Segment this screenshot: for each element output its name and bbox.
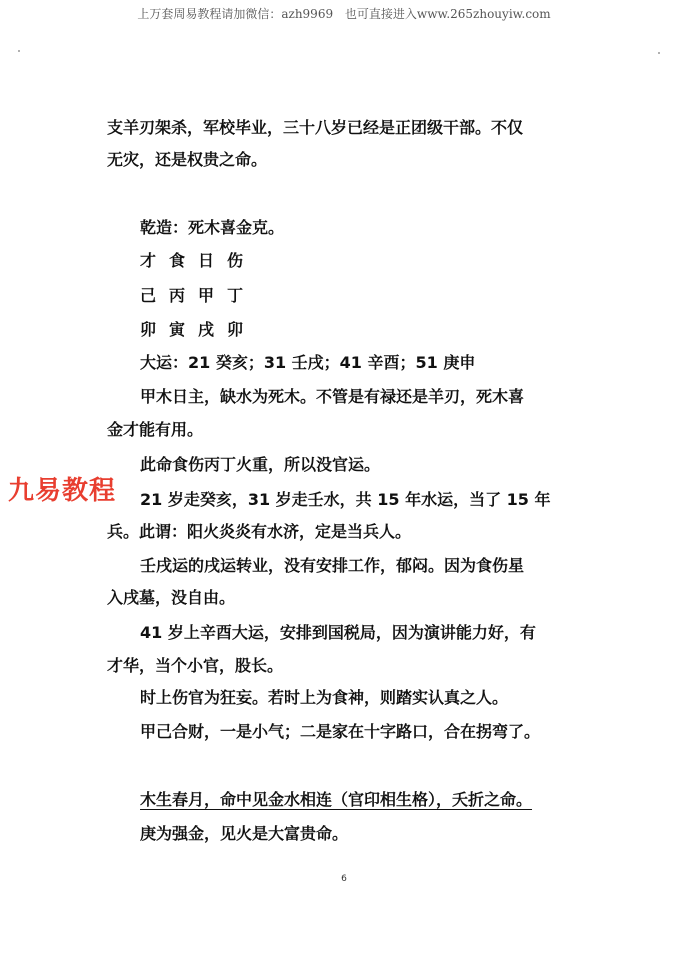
paragraph-line: 41 岁上辛酉大运，安排到国税局，因为演讲能力好，有 <box>140 623 536 642</box>
paragraph-line: 甲木日主，缺水为死木。不管是有禄还是羊刃，死木喜 <box>140 387 525 406</box>
underlined-heading: 木生春月，命中见金水相连（官印相生格），夭折之命。 <box>140 790 533 809</box>
paragraph-line: 甲己合财，一是小气；二是家在十字路口，合在拐弯了。 <box>140 722 541 741</box>
watermark-logo: 九易教程 <box>8 476 117 506</box>
heavenly-stems-row: 己丙甲丁 <box>140 286 257 305</box>
paragraph-line: 支羊刃架杀，军校毕业，三十八岁已经是正团级干部。不仅 <box>107 118 524 137</box>
header-website-text: 也可直接进入www.265zhouyiw.com <box>344 7 551 21</box>
paragraph-line: 时上伤官为狂妄。若时上为食神，则踏实认真之人。 <box>140 688 509 707</box>
paragraph-line: 庚为强金，见火是大富贵命。 <box>140 824 349 843</box>
case-title: 乾造：死木喜金克。 <box>140 218 285 237</box>
paragraph-line: 壬戌运的戌运转业，没有安排工作，郁闷。因为食伤星 <box>140 556 525 575</box>
paragraph-line: 兵。此谓：阳火炎炎有水济，定是当兵人。 <box>107 522 412 541</box>
paragraph-line: 21 岁走癸亥，31 岁走壬水，共 15 年水运，当了 15 年 <box>140 490 551 509</box>
paragraph-line: 此命食伤丙丁火重，所以没官运。 <box>140 455 381 474</box>
dayun-line: 大运：21 癸亥；31 壬戌；41 辛酉；51 庚申 <box>140 353 476 372</box>
paragraph-line: 才华，当个小官，股长。 <box>107 656 284 675</box>
earthly-branches-row: 卯寅戌卯 <box>140 320 257 339</box>
scan-speck <box>18 50 20 52</box>
ten-gods-row: 才食日伤 <box>140 251 257 270</box>
page-number: 6 <box>341 874 347 884</box>
header-wechat-text: 上万套周易教程请加微信：azh9969 <box>137 7 334 21</box>
page-header <box>0 5 688 22</box>
scan-speck <box>658 52 660 54</box>
paragraph-line: 无灾，还是权贵之命。 <box>107 150 268 169</box>
paragraph-line: 金才能有用。 <box>107 420 204 439</box>
paragraph-line: 入戌墓，没自由。 <box>107 588 236 607</box>
